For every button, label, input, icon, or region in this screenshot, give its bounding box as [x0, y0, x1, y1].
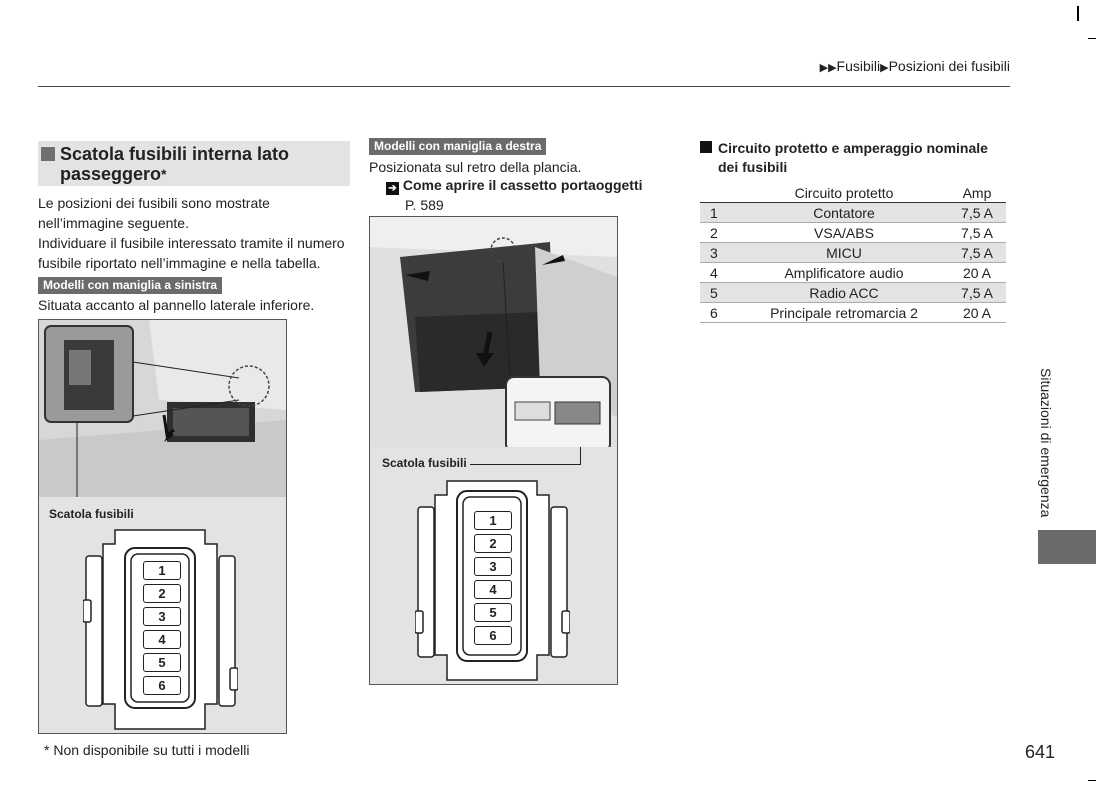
- left-model-tag: Modelli con maniglia a sinistra: [38, 277, 222, 294]
- intro-line: Individuare il fusibile interessato tramite il numero: [38, 235, 345, 251]
- fuse-slot-5: 5: [143, 653, 181, 672]
- fuse-slot-1: 1: [143, 561, 181, 580]
- fuse-slot-4: 4: [143, 630, 181, 649]
- intro-text: [38, 193, 358, 273]
- fuse-slot-1: 1: [474, 511, 512, 530]
- right-fusebox-figure: [369, 216, 618, 685]
- fusebox-label: Scatola fusibili: [382, 456, 467, 470]
- crop-mark: [1077, 6, 1079, 21]
- header-amp: Amp: [948, 183, 1006, 203]
- dashboard-illustration: [39, 320, 286, 497]
- square-bullet-icon: [41, 147, 55, 161]
- page-number: 641: [1025, 742, 1056, 762]
- leader-line: [470, 464, 580, 465]
- fuse-slot-3: 3: [474, 557, 512, 576]
- cross-reference[interactable]: [386, 175, 643, 195]
- section-heading: [38, 141, 350, 186]
- fuse-table: [700, 183, 1006, 323]
- left-model-desc: Situata accanto al pannello laterale inferiore.: [38, 297, 315, 313]
- breadcrumb-part-2: Posizioni dei fusibili: [888, 58, 1010, 74]
- crop-mark: [1088, 38, 1096, 39]
- table-row: 4 Amplificatore audio 20 A: [700, 263, 1006, 283]
- table-row: 6 Principale retromarcia 2 20 A: [700, 303, 1006, 323]
- fuse-slot-2: 2: [143, 584, 181, 603]
- footnote: * Non disponibile su tutti i modelli: [44, 742, 250, 758]
- side-section-tab[interactable]: [1038, 530, 1096, 564]
- fuse-slot-2: 2: [474, 534, 512, 553]
- right-model-desc: Posizionata sul retro della plancia.: [369, 159, 582, 175]
- table-row: 1 Contatore 7,5 A: [700, 203, 1006, 223]
- arrow-icon: ▶▶: [819, 62, 837, 74]
- table-row: 2 VSA/ABS 7,5 A: [700, 223, 1006, 243]
- square-bullet-icon: [700, 141, 712, 153]
- intro-line: nell’immagine seguente.: [38, 215, 189, 231]
- intro-line: Le posizioni dei fusibili sono mostrate: [38, 195, 270, 211]
- right-model-tag: Modelli con maniglia a destra: [369, 138, 546, 155]
- breadcrumb-part-1: Fusibili: [836, 58, 881, 74]
- header-number: [700, 183, 740, 203]
- side-section-label: Situazioni di emergenza: [1038, 368, 1054, 518]
- fusebox-label: Scatola fusibili: [49, 507, 134, 521]
- header-rule: [38, 86, 1010, 87]
- arrow-icon: ▶: [880, 62, 889, 74]
- leader-line: [580, 447, 581, 465]
- fuse-slot-6: 6: [143, 676, 181, 695]
- table-row: 5 Radio ACC 7,5 A: [700, 283, 1006, 303]
- reference-link[interactable]: Come aprire il cassetto portaoggetti: [402, 177, 643, 193]
- crop-mark: [1088, 780, 1096, 781]
- reference-arrow-icon: ➔: [386, 182, 399, 195]
- reference-page: P. 589: [405, 197, 444, 213]
- heading-line-1: Scatola fusibili interna lato: [60, 144, 290, 164]
- header-circuit: Circuito protetto: [740, 183, 948, 203]
- fuse-slot-3: 3: [143, 607, 181, 626]
- left-fusebox-figure: [38, 319, 287, 734]
- intro-line: fusibile riportato nell’immagine e nella tabella.: [38, 255, 321, 271]
- glovebox-illustration: [370, 217, 617, 462]
- heading-line-2: passeggero: [60, 164, 162, 184]
- fuse-slot-4: 4: [474, 580, 512, 599]
- table-header-row: [700, 183, 1006, 203]
- asterisk-mark: *: [161, 166, 167, 182]
- breadcrumb: [820, 58, 1010, 74]
- fuse-slot-6: 6: [474, 626, 512, 645]
- table-row: 3 MICU 7,5 A: [700, 243, 1006, 263]
- fuse-slot-5: 5: [474, 603, 512, 622]
